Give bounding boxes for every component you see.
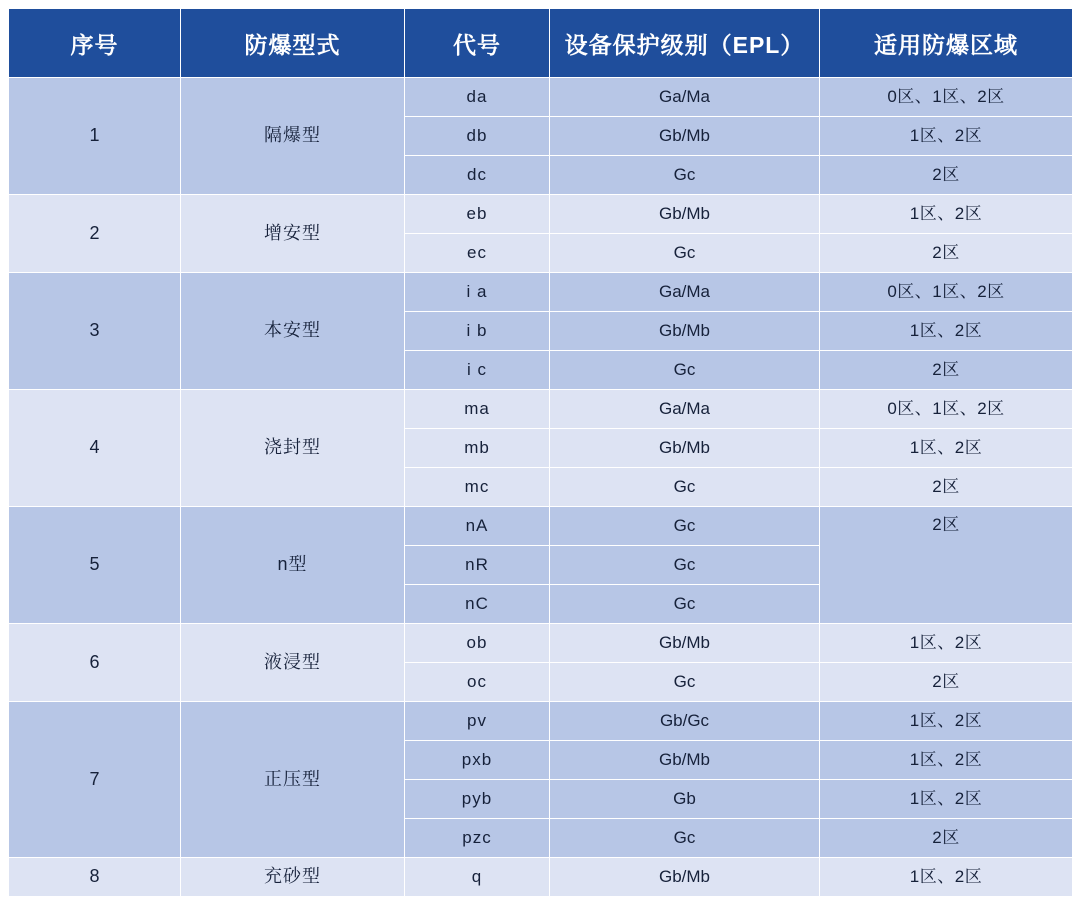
cell-epl: Gc (550, 351, 820, 390)
cell-code: i b (405, 312, 550, 351)
cell-protection-type: 增安型 (181, 195, 405, 273)
cell-zone: 2区 (820, 819, 1073, 858)
table-row (9, 624, 1073, 663)
cell-zone: 1区、2区 (820, 429, 1073, 468)
cell-code: nA (405, 507, 550, 546)
cell-epl: Gc (550, 663, 820, 702)
table-row (9, 273, 1073, 312)
cell-zone: 0区、1区、2区 (820, 273, 1073, 312)
table-header-row (9, 9, 1073, 78)
cell-zone: 0区、1区、2区 (820, 390, 1073, 429)
cell-epl: Gb/Mb (550, 195, 820, 234)
cell-epl: Ga/Ma (550, 273, 820, 312)
cell-epl: Gc (550, 546, 820, 585)
cell-zone: 1区、2区 (820, 624, 1073, 663)
column-header-zone: 适用防爆区域 (820, 9, 1073, 78)
cell-epl: Gc (550, 468, 820, 507)
cell-epl: Gc (550, 507, 820, 546)
table-row (9, 702, 1073, 741)
column-header-protection-type: 防爆型式 (181, 9, 405, 78)
cell-code: mb (405, 429, 550, 468)
cell-code: nC (405, 585, 550, 624)
cell-zone: 2区 (820, 468, 1073, 507)
column-header-epl: 设备保护级别（EPL） (550, 9, 820, 78)
cell-seq: 3 (9, 273, 181, 390)
cell-code: pzc (405, 819, 550, 858)
cell-epl: Gc (550, 585, 820, 624)
cell-epl: Gb/Gc (550, 702, 820, 741)
cell-seq: 6 (9, 624, 181, 702)
cell-epl: Gb (550, 780, 820, 819)
cell-seq: 1 (9, 78, 181, 195)
cell-protection-type: 本安型 (181, 273, 405, 390)
cell-zone: 2区 (820, 234, 1073, 273)
cell-code: i a (405, 273, 550, 312)
cell-protection-type: 正压型 (181, 702, 405, 858)
cell-epl: Ga/Ma (550, 390, 820, 429)
cell-epl: Gb/Mb (550, 117, 820, 156)
cell-protection-type: 隔爆型 (181, 78, 405, 195)
cell-seq: 8 (9, 858, 181, 897)
cell-zone: 1区、2区 (820, 741, 1073, 780)
table-row (9, 858, 1073, 897)
cell-zone: 1区、2区 (820, 117, 1073, 156)
cell-code: db (405, 117, 550, 156)
cell-zone: 1区、2区 (820, 195, 1073, 234)
cell-zone: 1区、2区 (820, 780, 1073, 819)
cell-code: eb (405, 195, 550, 234)
cell-code: nR (405, 546, 550, 585)
cell-epl: Gb/Mb (550, 741, 820, 780)
cell-zone: 1区、2区 (820, 702, 1073, 741)
cell-zone: 0区、1区、2区 (820, 78, 1073, 117)
cell-epl: Gc (550, 234, 820, 273)
table-body (9, 78, 1073, 897)
cell-code: ec (405, 234, 550, 273)
cell-protection-type: 液浸型 (181, 624, 405, 702)
cell-epl: Ga/Ma (550, 78, 820, 117)
table-row (9, 195, 1073, 234)
cell-code: mc (405, 468, 550, 507)
cell-epl: Gb/Mb (550, 624, 820, 663)
cell-code: ma (405, 390, 550, 429)
cell-code: pv (405, 702, 550, 741)
cell-epl: Gb/Mb (550, 312, 820, 351)
cell-code: q (405, 858, 550, 897)
cell-zone: 2区 (820, 351, 1073, 390)
table-row (9, 390, 1073, 429)
table-row (9, 507, 1073, 546)
cell-code: pxb (405, 741, 550, 780)
cell-code: dc (405, 156, 550, 195)
cell-seq: 5 (9, 507, 181, 624)
table-header (9, 9, 1073, 78)
cell-zone: 2区 (820, 156, 1073, 195)
cell-zone: 1区、2区 (820, 858, 1073, 897)
cell-code: i c (405, 351, 550, 390)
cell-seq: 4 (9, 390, 181, 507)
cell-code: pyb (405, 780, 550, 819)
table-row (9, 78, 1073, 117)
cell-protection-type: 充砂型 (181, 858, 405, 897)
column-header-seq: 序号 (9, 9, 181, 78)
cell-zone: 2区 (820, 663, 1073, 702)
cell-zone: 2区 (820, 507, 1073, 624)
cell-zone: 1区、2区 (820, 312, 1073, 351)
cell-seq: 7 (9, 702, 181, 858)
explosion-protection-table (8, 8, 1073, 897)
cell-epl: Gb/Mb (550, 429, 820, 468)
cell-seq: 2 (9, 195, 181, 273)
cell-epl: Gb/Mb (550, 858, 820, 897)
cell-code: oc (405, 663, 550, 702)
cell-code: da (405, 78, 550, 117)
cell-protection-type: n型 (181, 507, 405, 624)
column-header-code: 代号 (405, 9, 550, 78)
cell-protection-type: 浇封型 (181, 390, 405, 507)
cell-epl: Gc (550, 156, 820, 195)
cell-epl: Gc (550, 819, 820, 858)
cell-code: ob (405, 624, 550, 663)
